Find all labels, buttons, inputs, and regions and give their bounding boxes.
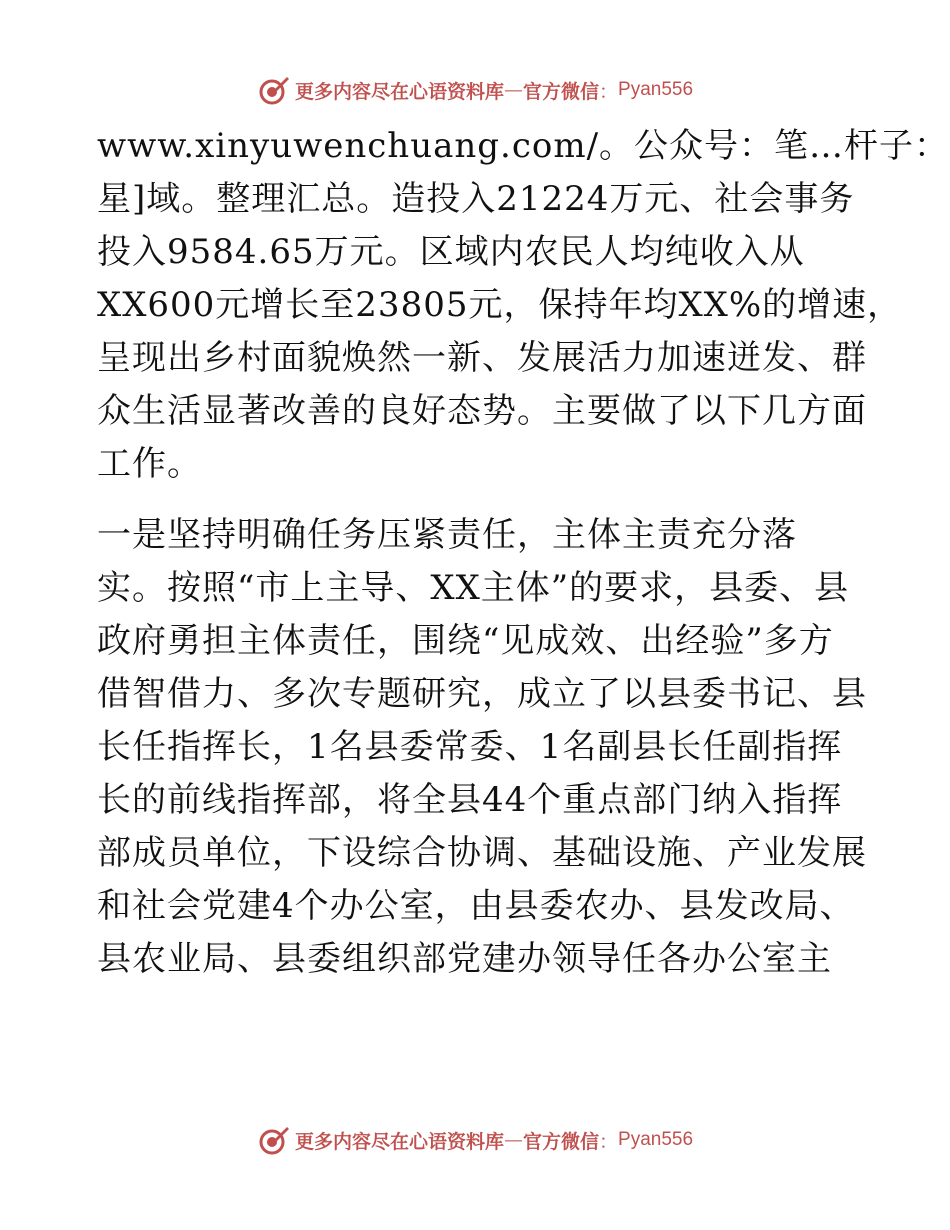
paragraph-line: 政府勇担主体责任，围绕“见成效、出经验”多方 <box>97 621 834 661</box>
paragraph-line: 实。按照“市上主导、XX主体”的要求，县委、县 <box>97 568 850 608</box>
paragraph-line: 长的前线指挥部，将全县44个重点部门纳入指挥 <box>97 780 843 820</box>
paragraph-line: 和社会党建4个办公室，由县委农办、县发改局、 <box>97 886 855 926</box>
header-official: 官方微信 <box>522 80 599 103</box>
header-colon: ： <box>599 80 619 103</box>
paragraph-line: 投入9584.65万元。区域内农民人均纯收入从 <box>97 232 805 272</box>
paragraph-line: 呈现出乡村面貌焕然一新、发展活力加速迸发、群 <box>97 338 867 378</box>
paragraph-gap <box>97 491 897 509</box>
paragraph-2 <box>97 509 897 986</box>
paragraph-line: 众生活显著改善的良好态势。主要做了以下几方面 <box>97 391 867 431</box>
logo-icon <box>257 1123 291 1157</box>
paragraph-line: 部成员单位，下设综合协调、基础设施、产业发展 <box>97 833 867 873</box>
paragraph-1 <box>97 120 950 491</box>
paragraph-line: 工作。 <box>97 444 202 484</box>
footer-colon: ： <box>599 1130 619 1153</box>
paragraph-line: 长任指挥长，1名县委常委、1名副县长任副指挥 <box>97 727 843 767</box>
header-prefix: 更多内容尽在心语资料库 <box>294 80 504 103</box>
footer-wechat-id: Pyan556 <box>618 1129 694 1150</box>
header-wechat-id: Pyan556 <box>618 79 694 100</box>
paragraph-line: 一是坚持明确任务压紧责任，主体主责充分落 <box>97 515 797 555</box>
footer-dash: — <box>503 1129 523 1151</box>
paragraph-line: 星]域。整理汇总。造投入21224万元、社会事务 <box>97 179 855 219</box>
footer-prefix: 更多内容尽在心语资料库 <box>294 1130 504 1153</box>
logo-icon <box>257 73 291 107</box>
paragraph-line: XX600元增长至23805元，保持年均XX%的增速， <box>97 285 903 325</box>
paragraph-line: 借智借力、多次专题研究，成立了以县委书记、县 <box>97 674 867 714</box>
footer-official: 官方微信 <box>522 1130 599 1153</box>
footer-banner <box>0 1120 950 1160</box>
paragraph-line: 县农业局、县委组织部党建办领导任各办公室主 <box>97 939 832 979</box>
document-body <box>97 120 950 986</box>
paragraph-line: www.xinyuwenchuang.com/。公众号：笔…杆子： <box>97 126 950 166</box>
header-dash: — <box>503 79 523 101</box>
header-banner <box>0 70 950 110</box>
